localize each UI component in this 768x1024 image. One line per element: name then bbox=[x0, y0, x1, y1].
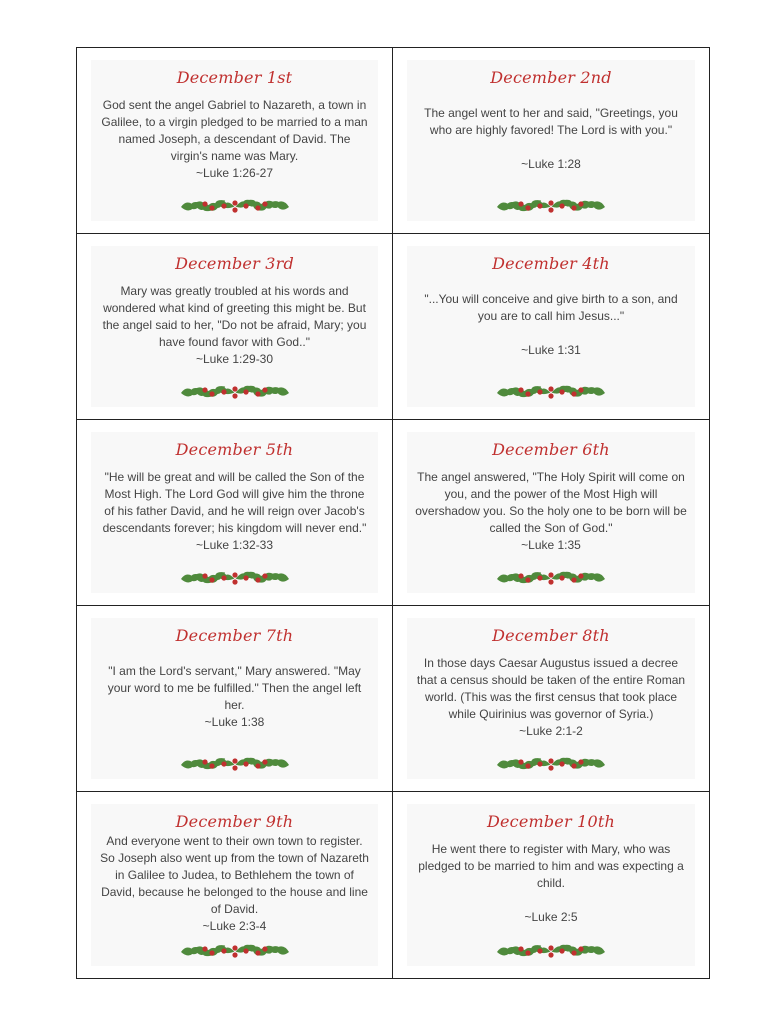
card-panel bbox=[407, 246, 695, 407]
card-body bbox=[407, 87, 695, 191]
card-body bbox=[407, 273, 695, 377]
advent-card bbox=[77, 420, 393, 606]
advent-card bbox=[393, 48, 709, 234]
card-verse: He went there to register with Mary, who was pledged to be married to him and was expecting a child. bbox=[418, 842, 684, 890]
card-panel bbox=[91, 618, 378, 779]
card-verse: Mary was greatly troubled at his words and wondered what kind of greeting this might be. But the angel said to her, "Do not be afraid, Mary; you have found favor with God.." bbox=[102, 283, 367, 349]
card-reference: ~Luke 2:5 bbox=[524, 910, 578, 924]
card-date: December 5th bbox=[175, 440, 294, 459]
card-reference: ~Luke 1:32-33 bbox=[195, 537, 274, 552]
advent-card-sheet bbox=[76, 47, 710, 979]
card-panel bbox=[91, 804, 378, 966]
card-reference: ~Luke 1:38 bbox=[204, 715, 265, 729]
advent-card bbox=[77, 792, 393, 978]
card-verse: "I am the Lord's servant," Mary answered. "May your word to me be fulfilled." Then the angel left her. bbox=[107, 664, 362, 712]
card-body bbox=[91, 273, 378, 377]
holly-garland-icon bbox=[177, 563, 293, 589]
card-date: December 7th bbox=[175, 626, 294, 645]
card-verse: The angel went to her and said, "Greetings, you who are highly favored! The Lord is with you." bbox=[424, 106, 678, 137]
advent-card bbox=[393, 420, 709, 606]
card-panel bbox=[91, 246, 378, 407]
card-panel bbox=[407, 60, 695, 221]
card-panel bbox=[91, 60, 378, 221]
advent-card bbox=[77, 606, 393, 792]
card-panel bbox=[407, 804, 695, 966]
card-verse: The angel answered, "The Holy Spirit will come on you, and the power of the Most High will overshadow you. So the holy one to be born will be called the Son of God." bbox=[415, 469, 687, 535]
advent-card bbox=[393, 606, 709, 792]
card-date: December 10th bbox=[486, 812, 616, 831]
holly-garland-icon bbox=[177, 191, 293, 217]
card-body bbox=[91, 645, 378, 749]
card-verse: "He will be great and will be called the Son of the Most High. The Lord God will give him the throne of his father David, and he will reign over Jacob's descendants forever; his kingdom will never end." bbox=[102, 469, 367, 535]
card-reference: ~Luke 1:29-30 bbox=[195, 351, 274, 366]
card-body bbox=[91, 831, 378, 936]
holly-garland-icon bbox=[493, 191, 609, 217]
card-date: December 1st bbox=[176, 68, 293, 87]
holly-garland-icon bbox=[177, 377, 293, 403]
card-body bbox=[407, 459, 695, 563]
advent-card bbox=[393, 234, 709, 420]
advent-card bbox=[77, 234, 393, 420]
card-body bbox=[91, 459, 378, 563]
card-reference: ~Luke 1:31 bbox=[521, 343, 581, 357]
card-date: December 8th bbox=[492, 626, 610, 645]
card-date: December 4th bbox=[492, 254, 610, 273]
card-panel bbox=[91, 432, 378, 593]
card-date: December 2nd bbox=[490, 68, 612, 87]
card-date: December 6th bbox=[492, 440, 610, 459]
card-body bbox=[407, 831, 695, 936]
card-verse: God sent the angel Gabriel to Nazareth, a town in Galilee, to a virgin pledged to be married to a man named Joseph, a descendant of David. The virgin's name was Mary. bbox=[101, 97, 368, 163]
advent-card bbox=[393, 792, 709, 978]
card-body bbox=[407, 645, 695, 749]
card-verse: And everyone went to their own town to register. So Joseph also went up from the town of Nazareth in Galilee to Judea, to Bethlehem the town of David, because he belonged to the house and line of David. bbox=[100, 833, 369, 916]
holly-garland-icon bbox=[493, 749, 609, 775]
card-panel bbox=[407, 432, 695, 593]
card-verse: "...You will conceive and give birth to a son, and you are to call him Jesus..." bbox=[424, 292, 678, 323]
card-reference: ~Luke 2:1-2 bbox=[519, 723, 583, 738]
card-body bbox=[91, 87, 378, 191]
advent-card bbox=[77, 48, 393, 234]
holly-garland-icon bbox=[493, 936, 609, 962]
card-reference: ~Luke 1:26-27 bbox=[195, 165, 274, 180]
card-panel bbox=[407, 618, 695, 779]
card-verse: In those days Caesar Augustus issued a decree that a census should be taken of the entire Roman world. (This was the first census that took place while Quirinius was governor of Syria.) bbox=[416, 655, 686, 721]
card-date: December 9th bbox=[175, 812, 294, 831]
holly-garland-icon bbox=[177, 749, 293, 775]
holly-garland-icon bbox=[493, 377, 609, 403]
holly-garland-icon bbox=[177, 936, 293, 962]
card-reference: ~Luke 1:35 bbox=[521, 537, 581, 552]
holly-garland-icon bbox=[493, 563, 609, 589]
card-reference: ~Luke 1:28 bbox=[521, 157, 581, 171]
card-date: December 3rd bbox=[175, 254, 294, 273]
card-reference: ~Luke 2:3-4 bbox=[202, 918, 267, 933]
